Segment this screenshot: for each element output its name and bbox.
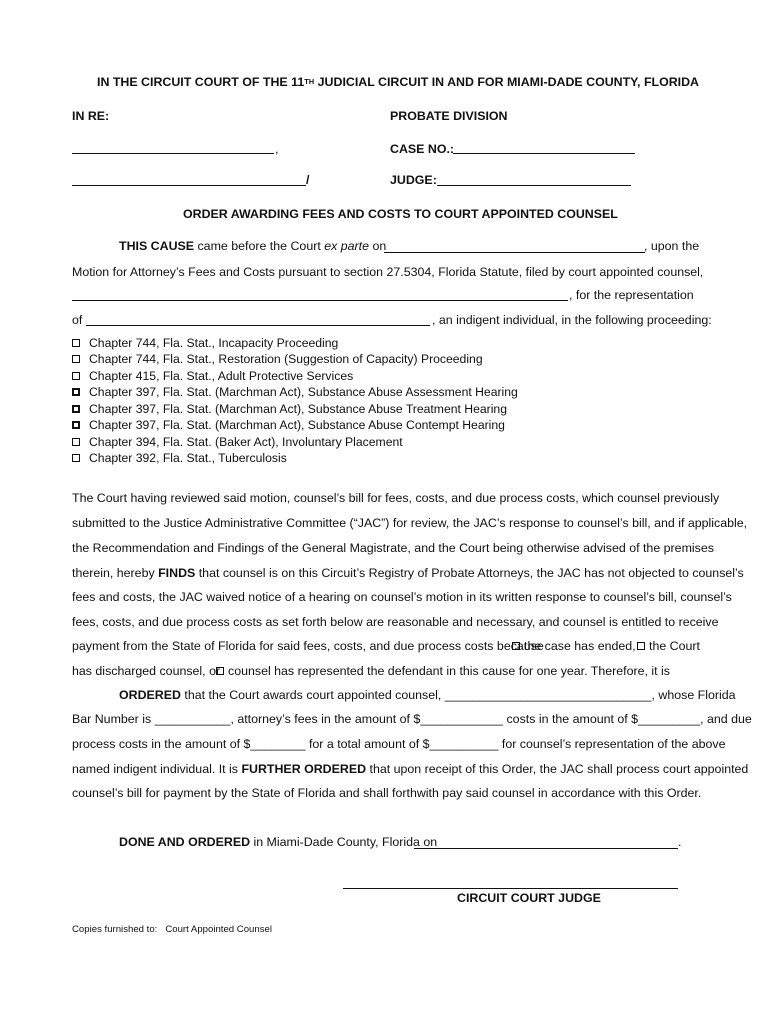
checkbox-icon[interactable] — [72, 405, 80, 413]
checkbox-icon[interactable] — [72, 388, 80, 396]
proceeding-item[interactable]: Chapter 415, Fla. Stat., Adult Protective Services — [72, 369, 353, 383]
proceeding-item[interactable]: Chapter 397, Fla. Stat. (Marchman Act), Substance Abuse Assessment Hearing — [72, 385, 518, 399]
for-representation-text: , for the representation — [569, 288, 694, 302]
option-court-discharged[interactable]: the Court — [637, 639, 700, 653]
copies-furnished: Copies furnished to: Court Appointed Counsel — [72, 924, 272, 935]
checkbox-icon[interactable] — [72, 372, 80, 380]
case-no-label: CASE NO.: — [390, 142, 455, 156]
ordered-line-2: Bar Number is ___________, attorney’s fees in the amount of $____________ costs in the amount of $_________, and due — [72, 712, 752, 726]
checkbox-icon[interactable] — [512, 642, 520, 650]
checkbox-icon[interactable] — [72, 438, 80, 446]
checkbox-icon[interactable] — [72, 355, 80, 363]
party-comma: , — [275, 142, 279, 156]
proceeding-item[interactable]: Chapter 744, Fla. Stat., Incapacity Proceeding — [72, 336, 338, 350]
court-title: IN THE CIRCUIT COURT OF THE 11TH JUDICIAL CIRCUIT IN AND FOR MIAMI-DADE COUNTY, FLORIDA — [97, 75, 700, 89]
case-no-blank — [453, 153, 635, 154]
upon-the-text: , upon the — [644, 239, 700, 253]
findings-line-6: fees, costs, and due process costs as set forth below are reasonable and necessary, and counsel is entitled to receive — [72, 615, 719, 629]
proceeding-item[interactable]: Chapter 397, Fla. Stat. (Marchman Act), Substance Abuse Treatment Hearing — [72, 402, 507, 416]
judge-label: JUDGE: — [390, 173, 437, 187]
ordered-line-4: named indigent individual. It is FURTHER ORDERED that upon receipt of this Order, the JAC shall process court appointed — [72, 762, 749, 776]
division-label: PROBATE DIVISION — [390, 109, 508, 123]
proceeding-item[interactable]: Chapter 397, Fla. Stat. (Marchman Act), Substance Abuse Contempt Hearing — [72, 418, 505, 432]
ordered-line-1: ORDERED that the Court awards court appointed counsel, ______________________________, whose Florida — [119, 688, 736, 702]
done-period: . — [678, 835, 682, 849]
findings-line-2: submitted to the Justice Administrative Committee (“JAC”) for review, the JAC’s response to counsel’s bill, and if applicable, — [72, 516, 748, 530]
proceeding-item[interactable]: Chapter 744, Fla. Stat., Restoration (Suggestion of Capacity) Proceeding — [72, 352, 483, 366]
checkbox-icon[interactable] — [72, 339, 80, 347]
caption-slash: / — [306, 173, 310, 187]
findings-line-4: therein, hereby FINDS that counsel is on this Circuit’s Registry of Probate Attorneys, the JAC has not objected to counsel’s — [72, 566, 744, 580]
ordered-line-5: counsel’s bill for payment by the State of Florida and shall forthwith pay said counsel in accordance with this Order. — [72, 786, 702, 800]
in-re-label: IN RE: — [72, 109, 110, 123]
findings-line-7: payment from the State of Florida for said fees, costs, and due process costs because — [72, 639, 544, 653]
signature-date-blank — [414, 848, 678, 849]
order-title: ORDER AWARDING FEES AND COSTS TO COURT APPOINTED COUNSEL — [183, 207, 618, 221]
indigent-name-blank — [86, 325, 430, 326]
judge-signature-line — [343, 888, 678, 889]
intro-line-1: THIS CAUSE came before the Court ex parte on — [119, 239, 387, 253]
findings-line-5: fees and costs, the JAC waived notice of a hearing on counsel’s motion in its written response to counsel’s bill, counsel’s — [72, 590, 732, 604]
judge-title: CIRCUIT COURT JUDGE — [457, 891, 601, 905]
counsel-name-blank — [72, 300, 568, 301]
party-name-blank — [72, 153, 274, 154]
hearing-date-blank — [384, 252, 645, 253]
findings-line-1: The Court having reviewed said motion, counsel’s bill for fees, costs, and due process costs, which counsel previously — [72, 491, 720, 505]
checkbox-icon[interactable] — [216, 667, 224, 675]
done-ordered-line: DONE AND ORDERED in Miami-Dade County, Florida on — [119, 835, 438, 849]
checkbox-icon[interactable] — [72, 421, 80, 429]
motion-line: Motion for Attorney’s Fees and Costs pursuant to section 27.5304, Florida Statute, filed by court appointed counsel, — [72, 265, 704, 279]
proceeding-item[interactable]: Chapter 394, Fla. Stat. (Baker Act), Involuntary Placement — [72, 435, 403, 449]
checkbox-icon[interactable] — [637, 642, 645, 650]
option-case-ended[interactable]: the case has ended, — [512, 639, 636, 653]
option-represented[interactable]: counsel has represented the defendant in this cause for one year. Therefore, it is — [216, 664, 670, 678]
ordered-line-3: process costs in the amount of $________ for a total amount of $__________ for counsel’s representation of the above — [72, 737, 726, 751]
proceeding-item[interactable]: Chapter 392, Fla. Stat., Tuberculosis — [72, 451, 287, 465]
findings-line-8: has discharged counsel, or — [72, 664, 221, 678]
checkbox-icon[interactable] — [72, 454, 80, 462]
judge-blank — [437, 185, 631, 186]
indigent-text: , an indigent individual, in the following proceeding: — [432, 313, 712, 327]
party-line-blank — [72, 185, 306, 186]
findings-line-3: the Recommendation and Findings of the General Magistrate, and the Court being otherwise advised of the premises — [72, 541, 714, 555]
of-text: of — [72, 313, 83, 327]
